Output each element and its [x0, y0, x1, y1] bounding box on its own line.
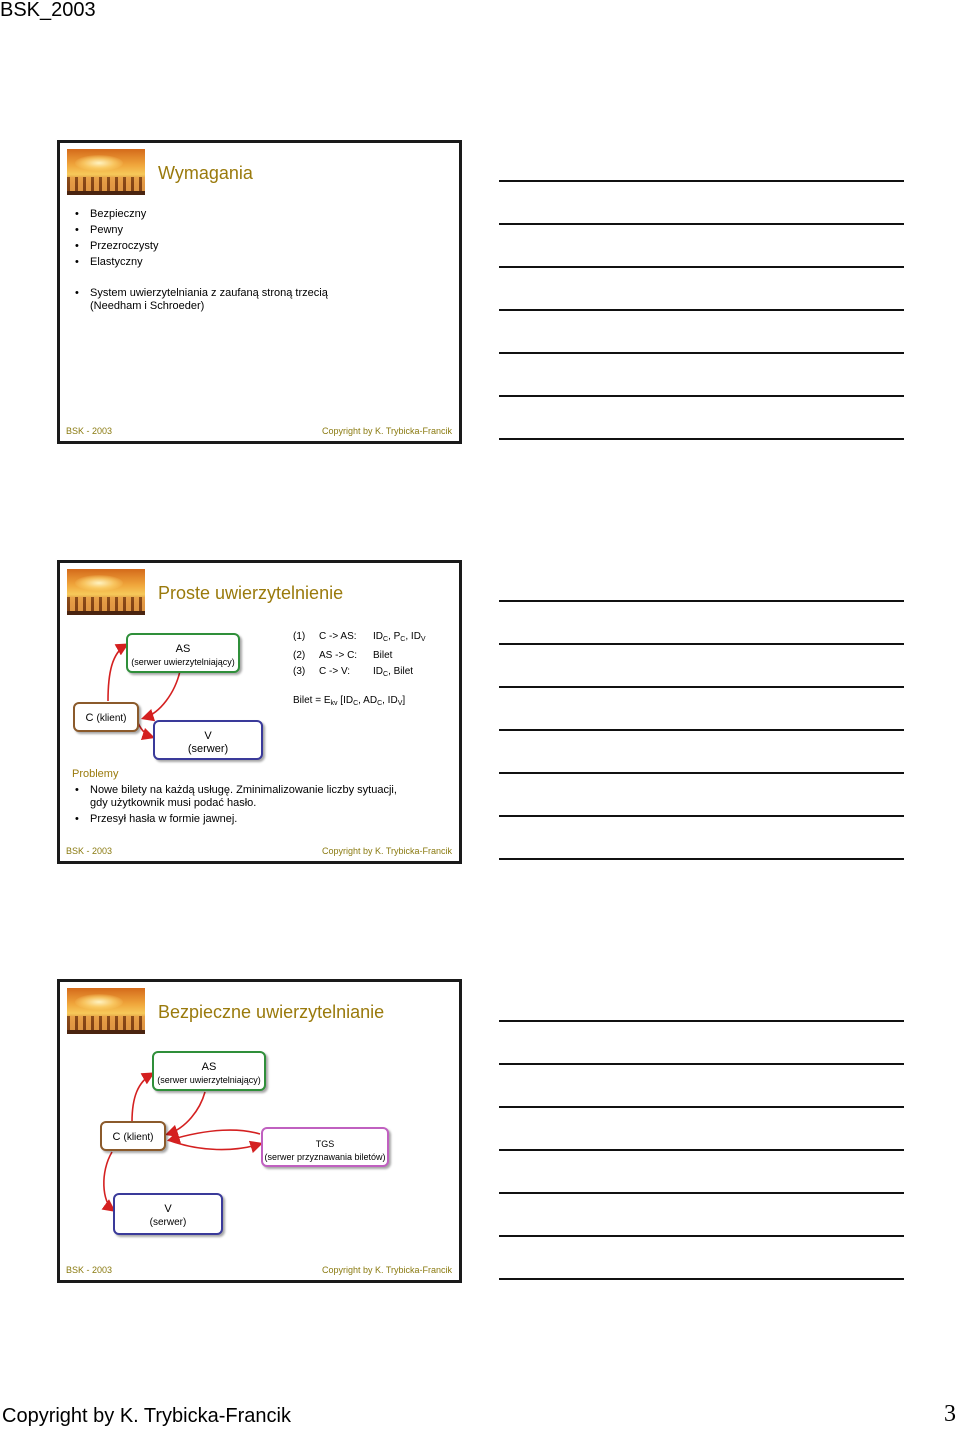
v-server-box	[113, 1193, 223, 1235]
client-label: C	[112, 1131, 121, 1143]
system-list	[72, 287, 328, 313]
msg-part: , P	[388, 631, 401, 642]
list-item: • Przezroczysty	[72, 238, 158, 254]
v-sub-label: (serwer)	[187, 743, 229, 755]
protocol-step	[293, 648, 426, 664]
v-sub-label: (serwer)	[149, 1217, 187, 1228]
v-label: V	[204, 730, 212, 742]
msg-part: ID	[373, 666, 383, 677]
step-number: (1)	[293, 631, 306, 642]
note-line	[499, 643, 904, 645]
list-item-line: (Needham i Schroeder)	[90, 300, 205, 312]
step-message	[373, 629, 426, 648]
note-line	[499, 1106, 904, 1108]
v-label: V	[164, 1203, 172, 1215]
client-sub-label: (klient)	[96, 713, 127, 724]
as-sub-label: (serwer uwierzytelniający)	[157, 1075, 261, 1085]
note-line	[499, 686, 904, 688]
note-line	[499, 266, 904, 268]
arrow-tgs-to-c	[170, 1130, 260, 1140]
step-message: Bilet	[373, 650, 393, 661]
note-line	[499, 1020, 904, 1022]
tgs-sub-label: (serwer przyznawania biletów)	[264, 1152, 386, 1162]
note-line	[499, 1063, 904, 1065]
step-route: C -> AS:	[319, 631, 357, 642]
slide-footer-left: BSK - 2003	[66, 846, 113, 856]
tgs-label: TGS	[315, 1139, 335, 1149]
problems-heading: Problemy	[72, 768, 119, 780]
page-number: 3	[944, 1401, 956, 1427]
msg-sub: V	[420, 636, 426, 643]
list-item: • Bezpieczny	[72, 206, 158, 222]
slide-wymagania	[57, 140, 462, 444]
msg-sub: C	[383, 636, 389, 643]
note-line	[499, 438, 904, 440]
client-sub-label: (klient)	[123, 1132, 154, 1143]
list-item-line: • System uwierzytelniania z zaufaną stroną trzecią	[90, 287, 328, 299]
arrow-as-to-c	[168, 1092, 205, 1134]
msg-sub: C	[400, 636, 406, 643]
arrow-as-to-c	[144, 671, 180, 718]
note-line	[499, 815, 904, 817]
formula-part: ]	[402, 695, 406, 706]
arrow-c-to-tgs	[168, 1140, 260, 1150]
msg-part: ID	[373, 631, 383, 642]
formula-part: Bilet = E	[293, 695, 331, 706]
protocol-step	[293, 664, 426, 683]
slide-footer-right: Copyright by K. Trybicka-Francik	[321, 846, 452, 856]
as-label: AS	[175, 643, 191, 655]
note-line	[499, 729, 904, 731]
note-line	[499, 309, 904, 311]
formula-part: [ID	[337, 695, 354, 706]
formula-sub: V	[397, 700, 403, 707]
as-server-box	[126, 633, 240, 673]
slide-proste-uwierzytelnienie	[57, 560, 462, 864]
requirements-list	[72, 206, 158, 270]
note-line	[499, 600, 904, 602]
arrow-c-to-as	[108, 645, 126, 701]
slide-footer-right: Copyright by K. Trybicka-Francik	[321, 426, 452, 436]
note-line	[499, 1235, 904, 1237]
list-item: • Elastyczny	[72, 254, 158, 270]
slide-title: Wymagania	[158, 163, 253, 183]
msg-part: , ID	[405, 631, 421, 642]
arrow-c-to-v	[104, 1152, 113, 1210]
note-line	[499, 1149, 904, 1151]
list-item-line: gdy użytkownik musi podać hasło.	[90, 797, 257, 809]
note-line	[499, 772, 904, 774]
ticket-formula	[293, 693, 405, 712]
as-server-box	[152, 1051, 266, 1091]
v-server-box	[153, 720, 263, 760]
slide-footer-left: BSK - 2003	[66, 426, 113, 436]
client-label: C	[85, 712, 94, 724]
step-number: (3)	[293, 666, 306, 677]
note-line	[499, 352, 904, 354]
page-header: BSK_2003	[0, 0, 96, 21]
list-item-line: • Nowe bilety na każdą usługę. Zminimalizowanie liczby sytuacji,	[90, 784, 397, 796]
msg-sub: C	[383, 671, 389, 678]
protocol-step	[293, 629, 426, 648]
slide-bezpieczne-uwierzytelnianie	[57, 979, 462, 1283]
problems-list	[72, 784, 397, 826]
step-message	[373, 664, 413, 683]
formula-sub: C	[377, 700, 383, 707]
note-line	[499, 1278, 904, 1280]
slide-footer-left: BSK - 2003	[66, 1265, 113, 1275]
msg-part: , Bilet	[388, 666, 414, 677]
slide-footer-right: Copyright by K. Trybicka-Francik	[321, 1265, 452, 1275]
list-item	[72, 287, 328, 313]
list-item: • Pewny	[72, 222, 158, 238]
list-item	[72, 784, 397, 810]
as-sub-label: (serwer uwierzytelniający)	[131, 657, 235, 667]
step-route: AS -> C:	[319, 650, 358, 661]
page-footer-copyright: Copyright by K. Trybicka-Francik	[2, 1405, 291, 1427]
list-item	[72, 813, 397, 826]
arrow-c-to-as	[132, 1074, 152, 1122]
note-line	[499, 395, 904, 397]
note-line	[499, 223, 904, 225]
arrow-c-to-v	[138, 723, 152, 737]
formula-sub: C	[353, 700, 359, 707]
step-number: (2)	[293, 650, 306, 661]
step-route: C -> V:	[319, 666, 351, 677]
note-line	[499, 858, 904, 860]
formula-part: , AD	[358, 695, 378, 706]
as-label: AS	[201, 1061, 217, 1073]
formula-part: , ID	[382, 695, 398, 706]
note-line	[499, 1192, 904, 1194]
slide-title: Proste uwierzytelnienie	[158, 583, 344, 603]
tgs-server-box	[261, 1127, 389, 1167]
note-line	[499, 180, 904, 182]
protocol-steps	[293, 629, 426, 683]
client-box	[100, 1121, 166, 1151]
slide-title: Bezpieczne uwierzytelnianie	[158, 1002, 385, 1022]
slide-logo-image	[67, 149, 145, 195]
formula-sub: kv	[330, 700, 338, 707]
client-box	[73, 702, 139, 732]
list-item-line: • Przesył hasła w formie jawnej.	[90, 813, 238, 825]
